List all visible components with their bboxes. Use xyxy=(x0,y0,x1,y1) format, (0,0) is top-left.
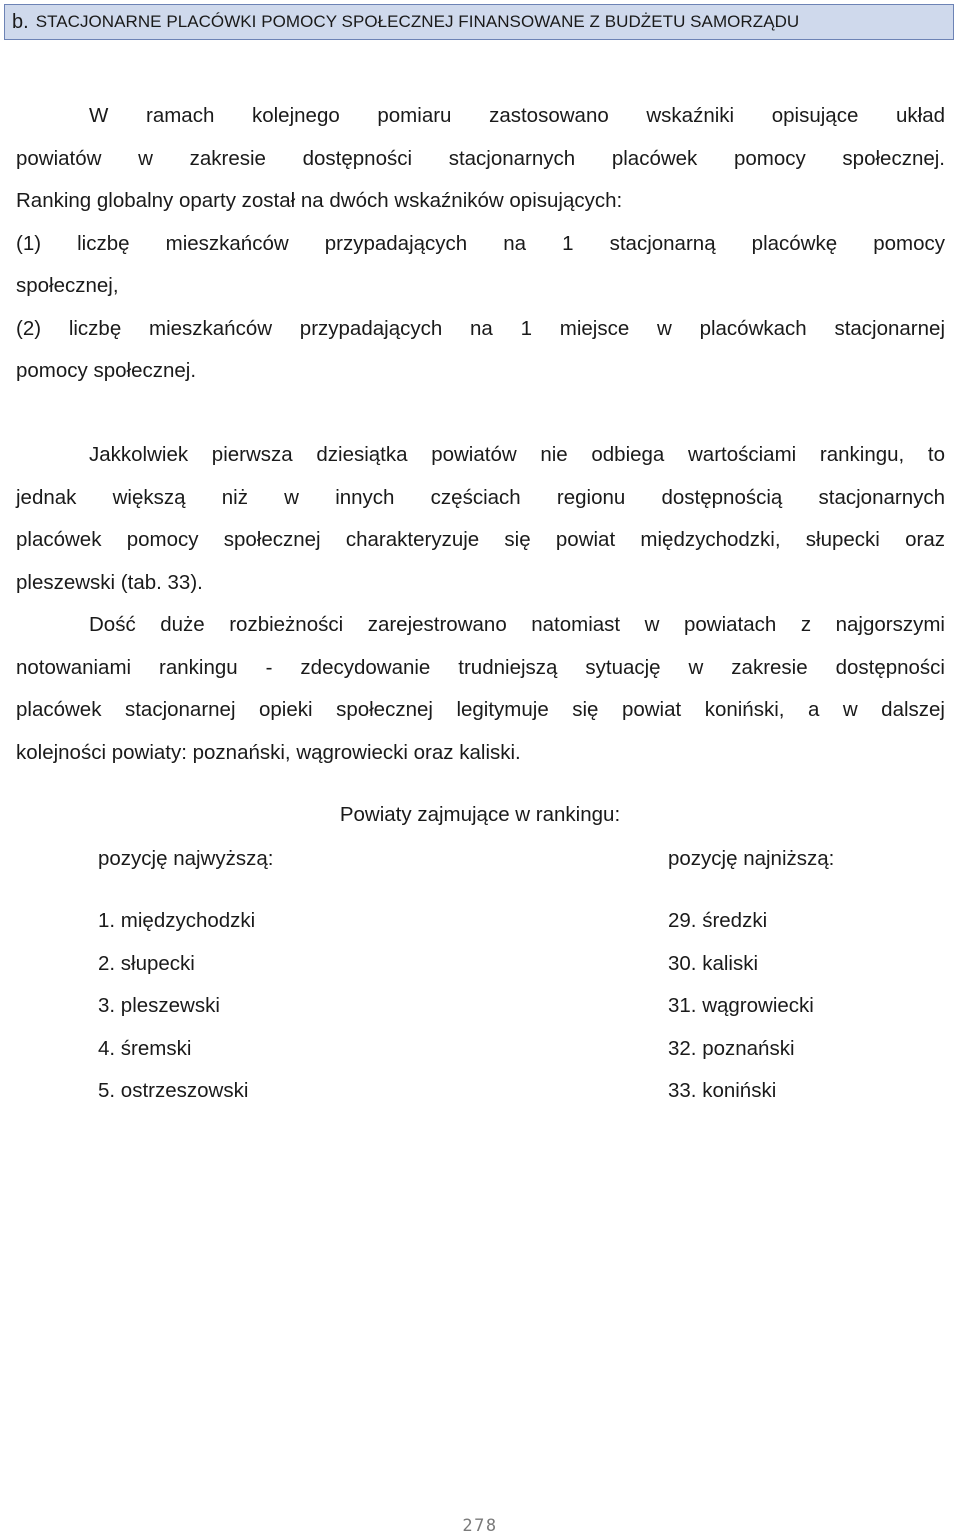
list-item: 3. pleszewski xyxy=(98,994,220,1017)
top-positions-list xyxy=(98,900,255,1113)
paragraph-line: Dość duże rozbieżności zarejestrowano natomiast w powiatach z najgorszymi xyxy=(89,613,945,636)
list-item: 31. wągrowiecki xyxy=(668,994,814,1017)
bottom-positions-list xyxy=(668,900,814,1113)
list-item: 2. słupecki xyxy=(98,951,195,975)
list-item: 1. międzychodzki xyxy=(98,909,256,932)
list-item: 30. kaliski xyxy=(668,951,759,975)
paragraph-line: jednak większą niż w innych częściach regionu dostępnością stacjonarnych xyxy=(16,485,945,509)
list-item: 29. średzki xyxy=(668,909,768,932)
paragraph-line: Jakkolwiek pierwsza dziesiątka powiatów nie odbiega wartościami rankingu, to xyxy=(89,443,945,466)
ranking-heading: Powiaty zajmujące w rankingu: xyxy=(339,803,621,826)
paragraph-line: Ranking globalny oparty został na dwóch wskaźników opisujących: xyxy=(16,189,623,212)
list-item: 33. koniński xyxy=(668,1079,777,1102)
list-item: 32. poznański xyxy=(668,1036,795,1060)
page-number: 278 xyxy=(462,1516,498,1536)
paragraph-line: pleszewski (tab. 33). xyxy=(16,570,203,594)
paragraph-line: (2) liczbę mieszkańców przypadających na 1 miejsce w placówkach stacjonarnej xyxy=(16,316,945,340)
list-item: 5. ostrzeszowski xyxy=(98,1079,249,1102)
paragraph-best xyxy=(16,434,945,604)
paragraph-line: placówek stacjonarnej opieki społecznej legitymuje się powiat koniński, a w dalszej xyxy=(16,698,945,721)
paragraph-line: W ramach kolejnego pomiaru zastosowano wskaźniki opisujące układ xyxy=(89,104,945,127)
paragraph-line: placówek pomocy społecznej charakteryzuje się powiat międzychodzki, słupecki oraz xyxy=(16,528,945,551)
bottom-positions-label: pozycję najniższą: xyxy=(668,847,835,870)
list-item: 4. śremski xyxy=(98,1036,192,1060)
section-title: STACJONARNE PLACÓWKI POMOCY SPOŁECZNEJ FINANSOWANE Z BUDŻETU SAMORZĄDU xyxy=(35,12,800,31)
paragraph-intro xyxy=(16,95,945,393)
paragraph-line: notowaniami rankingu - zdecydowanie trudniejszą sytuację w zakresie dostępności xyxy=(16,655,945,679)
paragraph-line: powiatów w zakresie dostępności stacjonarnych placówek pomocy społecznej. xyxy=(16,146,945,170)
paragraph-worst xyxy=(16,604,945,774)
section-header xyxy=(4,4,954,40)
paragraph-line: pomocy społecznej. xyxy=(16,359,197,382)
paragraph-line: społecznej, xyxy=(16,274,119,297)
top-positions-label: pozycję najwyższą: xyxy=(98,847,274,870)
section-letter: b. xyxy=(12,10,29,33)
paragraph-line: kolejności powiaty: poznański, wągrowiecki oraz kaliski. xyxy=(16,740,521,764)
paragraph-line: (1) liczbę mieszkańców przypadających na 1 stacjonarną placówkę pomocy xyxy=(16,231,945,255)
